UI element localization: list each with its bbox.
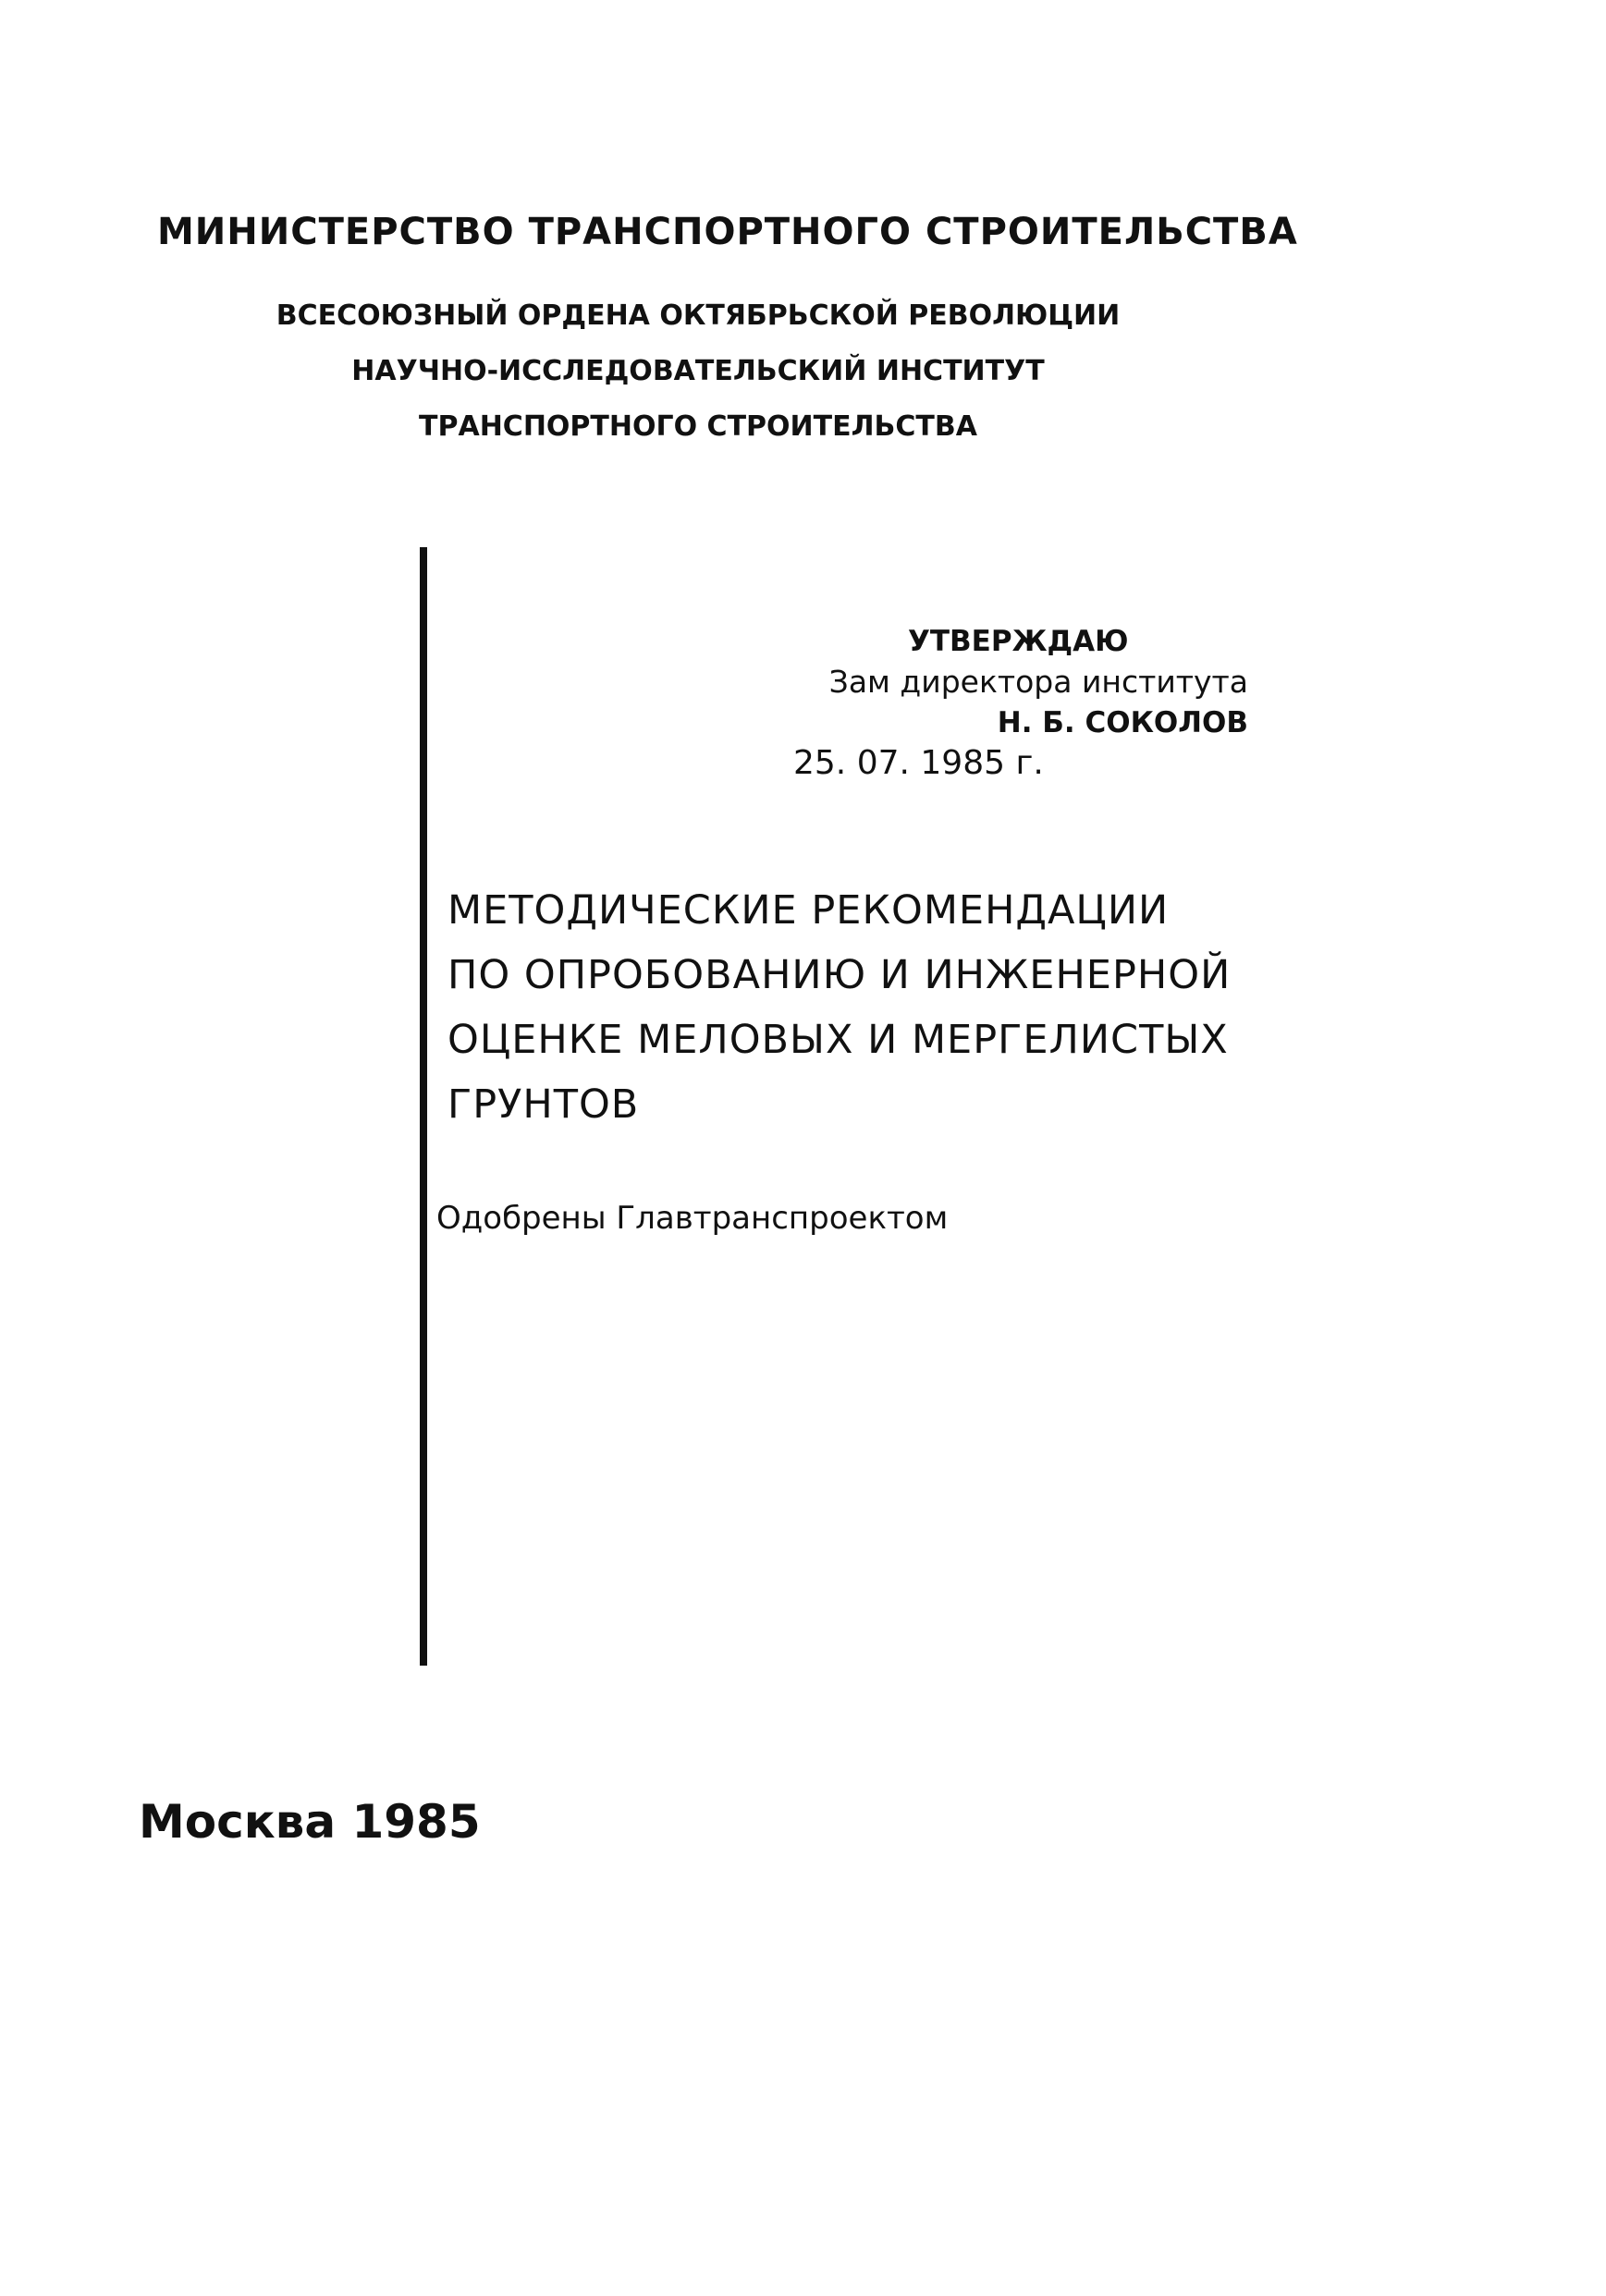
title-line-3: ОЦЕНКЕ МЕЛОВЫХ И МЕРГЕЛИСТЫХ (447, 1017, 1229, 1063)
institute-name (222, 288, 1174, 455)
institute-line-3: ТРАНСПОРТНОГО СТРОИТЕЛЬСТВА (419, 410, 977, 443)
title-line-2: ПО ОПРОБОВАНИЮ И ИНЖЕНЕРНОЙ (447, 952, 1232, 998)
approver-name: Н. Б. СОКОЛОВ (997, 706, 1248, 739)
document-title (447, 878, 1231, 1137)
approval-block (767, 621, 1248, 784)
title-line-4: ГРУНТОВ (447, 1081, 640, 1128)
approved-by-note: Одобрены Главтранспроектом (436, 1200, 949, 1237)
institute-line-1: ВСЕСОЮЗНЫЙ ОРДЕНА ОКТЯБРЬСКОЙ РЕВОЛЮЦИИ (276, 299, 1121, 332)
approver-position: Зам директора института (828, 664, 1248, 700)
city-year: Москва 1985 (139, 1795, 481, 1849)
ministry-name: МИНИСТЕРСТВО ТРАНСПОРТНОГО СТРОИТЕЛЬСТВА (157, 211, 1298, 253)
title-line-1: МЕТОДИЧЕСКИЕ РЕКОМЕНДАЦИИ (447, 887, 1170, 934)
institute-line-2: НАУЧНО-ИССЛЕДОВАТЕЛЬСКИЙ ИНСТИТУТ (351, 355, 1045, 387)
approval-date: 25. 07. 1985 г. (793, 744, 1044, 782)
vertical-rule (420, 547, 427, 1666)
approve-word: УТВЕРЖДАЮ (908, 625, 1129, 658)
